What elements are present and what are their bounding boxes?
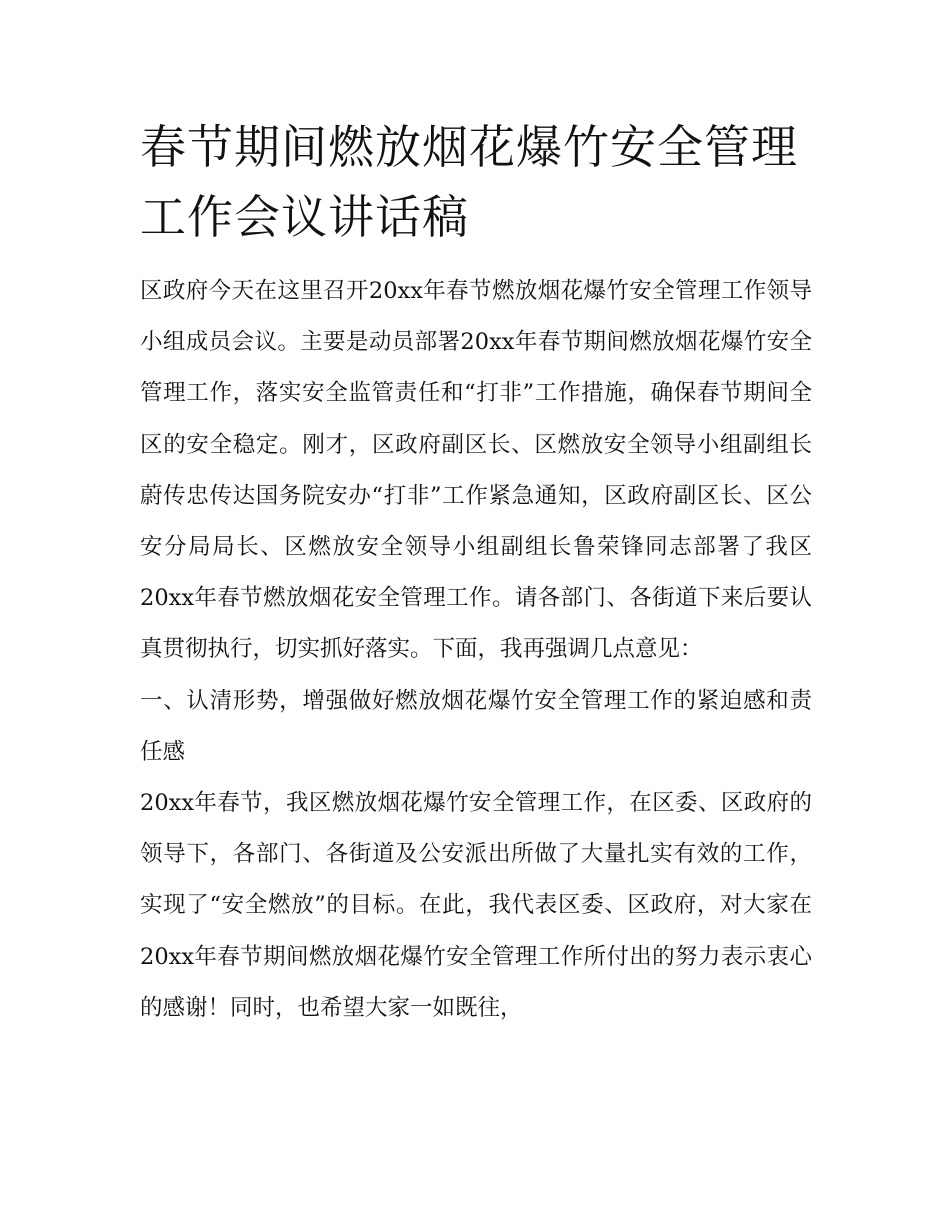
body-paragraph-intro: 区政府今天在这里召开20xx年春节燃放烟花爆竹安全管理工作领导小组成员会议。主要是动员部署20xx年春节期间燃放烟花爆竹安全管理工作，落实安全监管责任和“打非”工作措施，确保春节期间全区的安全稳定。刚才，区政府副区长、区燃放安全领导小组副组长蔚传忠传达国务院安办“打非”工作紧急通知，区政府副区长、区公安分局局长、区燃放安全领导小组副组长鲁荣锋同志部署了我区20xx年春节燃放烟花安全管理工作。请各部门、各街道下来后要认真贯彻执行，切实抓好落实。下面，我再强调几点意见： xyxy=(140,278,812,663)
section-heading-1: 一、认清形势，增强做好燃放烟花爆竹安全管理工作的紧迫感和责任感 xyxy=(140,687,812,765)
document-page xyxy=(140,112,820,1034)
document-title: 春节期间燃放烟花爆竹安全管理工作会议讲话稿 xyxy=(140,120,798,244)
body-paragraph-section-1: 20xx年春节，我区燃放烟花爆竹安全管理工作，在区委、区政府的领导下，各部门、各街道及公安派出所做了大量扎实有效的工作，实现了“安全燃放”的目标。在此，我代表区委、区政府，对大家在20xx年春节期间燃放烟花爆竹安全管理工作所付出的努力表示衷心的感谢！同时，也希望大家一如既往， xyxy=(140,790,812,1021)
